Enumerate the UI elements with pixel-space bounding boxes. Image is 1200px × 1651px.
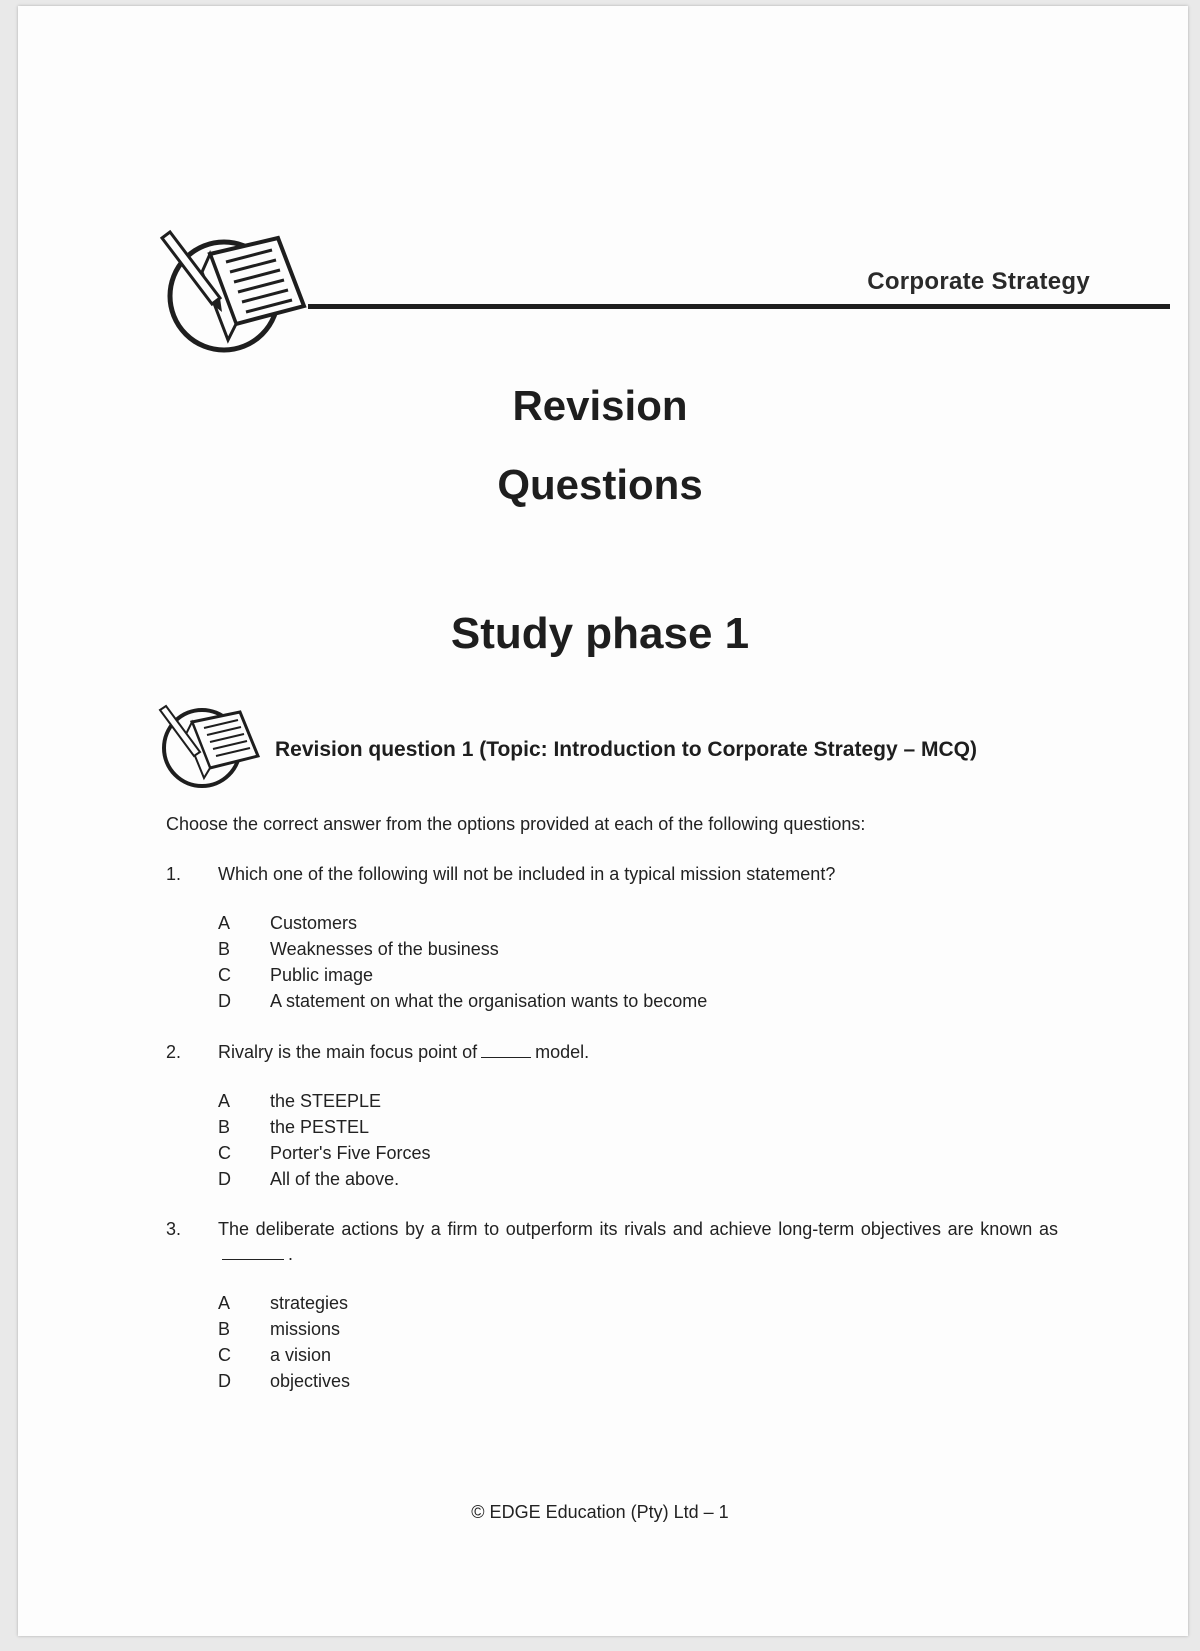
copyright-footer: © EDGE Education (Pty) Ltd – 1 (471, 1502, 729, 1522)
question-text: Rivalry is the main focus point of model. (218, 1042, 590, 1062)
instruction-text: Choose the correct answer from the options provided at each of the following questions: (166, 814, 866, 834)
question-number: 3. (166, 1219, 182, 1239)
section-title: Corporate Strategy (867, 268, 1090, 295)
page-title-line-1: Revision (512, 382, 688, 429)
answer-blank (222, 1245, 284, 1260)
notebook-pen-icon (158, 228, 308, 360)
revision-question-heading: Revision question 1 (Topic: Introduction to Corporate Strategy – MCQ) (275, 738, 977, 761)
answer-blank (481, 1043, 531, 1058)
question-text: Which one of the following will not be included in a typical mission statement? (218, 864, 836, 884)
header-divider (308, 304, 1170, 309)
notebook-pen-icon (158, 704, 263, 790)
page-title-line-2: Questions (497, 461, 703, 508)
study-phase-title: Study phase 1 (450, 609, 750, 658)
question-number: 1. (166, 864, 182, 884)
question-text: The deliberate actions by a firm to outperform its rivals and achieve long-term objectives are known as. (218, 1219, 1058, 1264)
question-number: 2. (166, 1042, 182, 1062)
